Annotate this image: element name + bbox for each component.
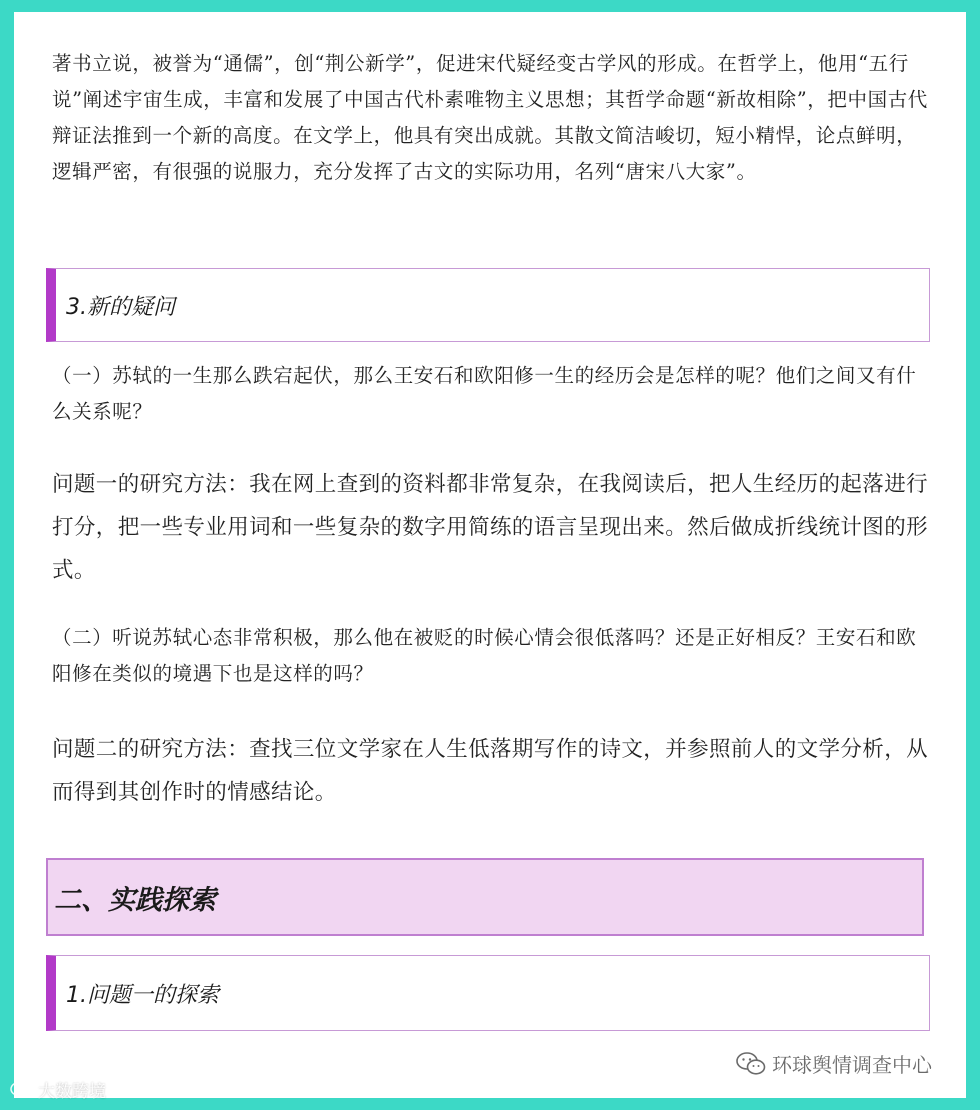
question-two: （二）听说苏轼心态非常积极，那么他在被贬的时候心情会很低落吗？还是正好相反？王安石和欧阳修在类似的境遇下也是这样的吗？ [52,626,917,685]
subheading-new-questions [46,268,930,342]
watermark-left [10,1077,106,1102]
method-one: 问题一的研究方法：我在网上查到的资料都非常复杂，在我阅读后，把人生经历的起落进行打分，把一些专业用词和一些复杂的数字用简练的语言呈现出来。然后做成折线统计图的形式。 [52,472,929,583]
section-practice-label: 二、实践探索 [54,884,216,916]
intro-paragraph: 著书立说，被誉为“通儒”，创“荆公新学”，促进宋代疑经变古学风的形成。在哲学上，他用“五行说”阐述宇宙生成，丰富和发展了中国古代朴素唯物主义思想；其哲学命题“新故相除”，把中国古代辩证法推到一个新的高度。在文学上，他具有突出成就。其散文简洁峻切，短小精悍，论点鲜明，逻辑严密，有很强的说服力，充分发挥了古文的实际功用，名列“唐宋八大家”。 [52,52,928,183]
question-one: （一）苏轼的一生那么跌宕起伏，那么王安石和欧阳修一生的经历会是怎样的呢？他们之间又有什么关系呢？ [52,364,917,423]
subheading-new-questions-label: 3.新的疑问 [66,294,175,320]
section-practice-heading [46,858,924,936]
chat-bubble-icon [10,1081,34,1099]
subheading-problem-one [46,955,930,1031]
wechat-icon [736,1051,766,1077]
method-two: 问题二的研究方法：查找三位文学家在人生低落期写作的诗文，并参照前人的文学分析，从而得到其创作时的情感结论。 [52,737,929,805]
watermark-left-label: 大数跨境 [38,1082,106,1102]
subheading-problem-one-label: 1.问题一的探索 [66,982,219,1008]
watermark-right-label: 环球舆情调查中心 [772,1053,932,1077]
watermark-right [736,1049,932,1078]
article-page [14,12,966,1098]
